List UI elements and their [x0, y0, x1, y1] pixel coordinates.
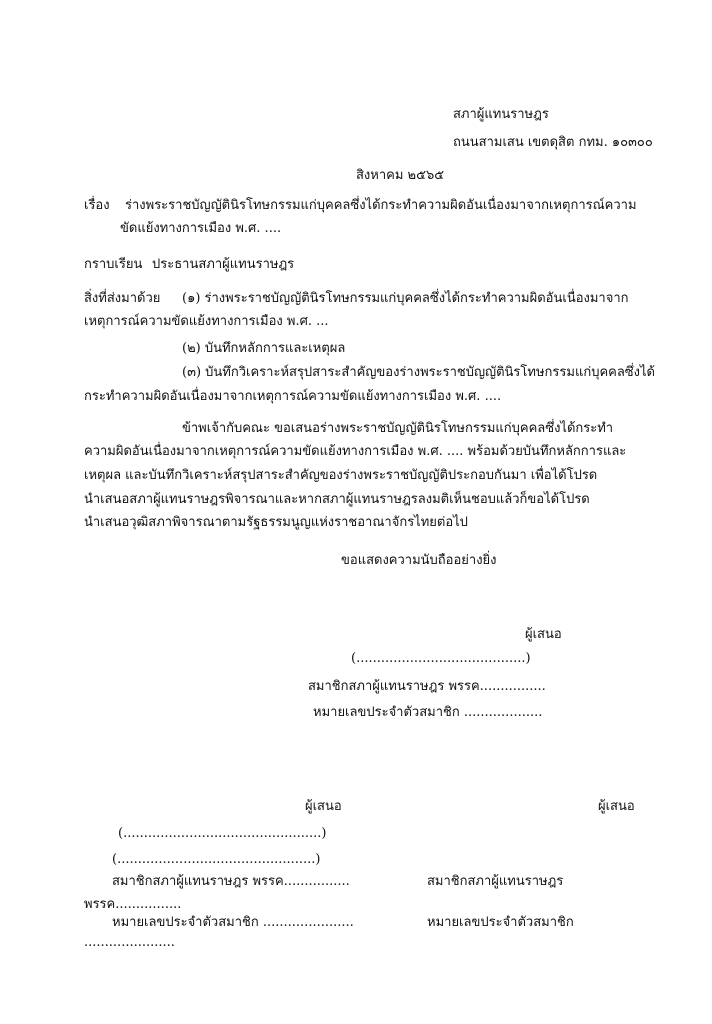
proposer-left-signature-2: (................................................) — [112, 852, 321, 867]
body-line-2: ความผิดอันเนื่องมาจากเหตุการณ์ความขัดแย้งทางการเมือง พ.ศ. .... พร้อมด้วยบันทึกหลักการและ — [84, 444, 627, 459]
enclosures-label: สิ่งที่ส่งมาด้วย — [84, 291, 161, 306]
document-date: สิงหาคม ๒๕๖๕ — [356, 168, 445, 183]
enclosure-item-2: (๒) บันทึกหลักการและเหตุผล — [182, 341, 346, 356]
proposer-main-id: หมายเลขประจำตัวสมาชิก ................... — [313, 705, 543, 720]
subject-label: เรื่อง — [84, 198, 110, 213]
proposer-main-title: ผู้เสนอ — [525, 627, 562, 642]
body-line-4: นำเสนอสภาผู้แทนราษฎรพิจารณาและหากสภาผู้แทนราษฎรลงมติเห็นชอบแล้วก็ขอได้โปรด — [84, 492, 590, 507]
proposer-left-role: สมาชิกสภาผู้แทนราษฎร พรรค................ — [112, 874, 350, 889]
enclosure-item-3-line-2: กระทำความผิดอันเนื่องมาจากเหตุการณ์ความขัดแย้งทางการเมือง พ.ศ. .... — [84, 389, 502, 404]
subject-line-2: ขัดแย้งทางการเมือง พ.ศ. .... — [120, 221, 282, 236]
closing-text: ขอแสดงความนับถืออย่างยิ่ง — [341, 553, 497, 568]
proposer-right-title: ผู้เสนอ — [598, 799, 635, 814]
body-line-3: เหตุผล และบันทึกวิเคราะห์สรุปสาระสำคัญของร่างพระราชบัญญัติประกอบกันมา เพื่อได้โปรด — [84, 468, 598, 483]
salutation-recipient: ประธานสภาผู้แทนราษฎร — [152, 257, 295, 272]
proposer-left-id-dots: ...................... — [84, 935, 175, 950]
enclosure-item-1-line-2: เหตุการณ์ความขัดแย้งทางการเมือง พ.ศ. ... — [84, 314, 329, 329]
proposer-left-party: พรรค................ — [84, 897, 182, 912]
body-line-5: นำเสนอวุฒิสภาพิจารณาตามรัฐธรรมนูญแห่งราชอาณาจักรไทยต่อไป — [84, 515, 468, 530]
proposer-main-signature: (.........................................) — [351, 651, 531, 666]
enclosure-item-1-line-1: (๑) ร่างพระราชบัญญัตินิรโทษกรรมแก่บุคคลซึ่งได้กระทำความผิดอันเนื่องมาจาก — [182, 291, 629, 306]
enclosure-item-3-line-1: (๓) บันทึกวิเคราะห์สรุปสาระสำคัญของร่างพระราชบัญญัตินิรโทษกรรมแก่บุคคลซึ่งได้ — [182, 365, 655, 380]
proposer-left-id: หมายเลขประจำตัวสมาชิก ...................... — [112, 915, 354, 930]
proposer-right-id: หมายเลขประจำตัวสมาชิก — [427, 915, 574, 930]
proposer-right-role: สมาชิกสภาผู้แทนราษฎร — [427, 874, 564, 889]
salutation-label: กราบเรียน — [84, 257, 143, 272]
body-line-1: ข้าพเจ้ากับคณะ ขอเสนอร่างพระราชบัญญัตินิรโทษกรรมแก่บุคคลซึ่งได้กระทำ — [182, 421, 614, 436]
proposer-left-signature-1: (................................................) — [118, 826, 327, 841]
proposer-left-title: ผู้เสนอ — [305, 799, 342, 814]
subject-line-1: ร่างพระราชบัญญัตินิรโทษกรรมแก่บุคคลซึ่งได้กระทำความผิดอันเนื่องมาจากเหตุการณ์ความ — [125, 198, 637, 213]
address-line-2: ถนนสามเสน เขตดุสิต กทม. ๑๐๓๐๐ — [453, 135, 653, 150]
proposer-main-role: สมาชิกสภาผู้แทนราษฎร พรรค................ — [308, 679, 546, 694]
address-line-1: สภาผู้แทนราษฎร — [453, 107, 549, 122]
